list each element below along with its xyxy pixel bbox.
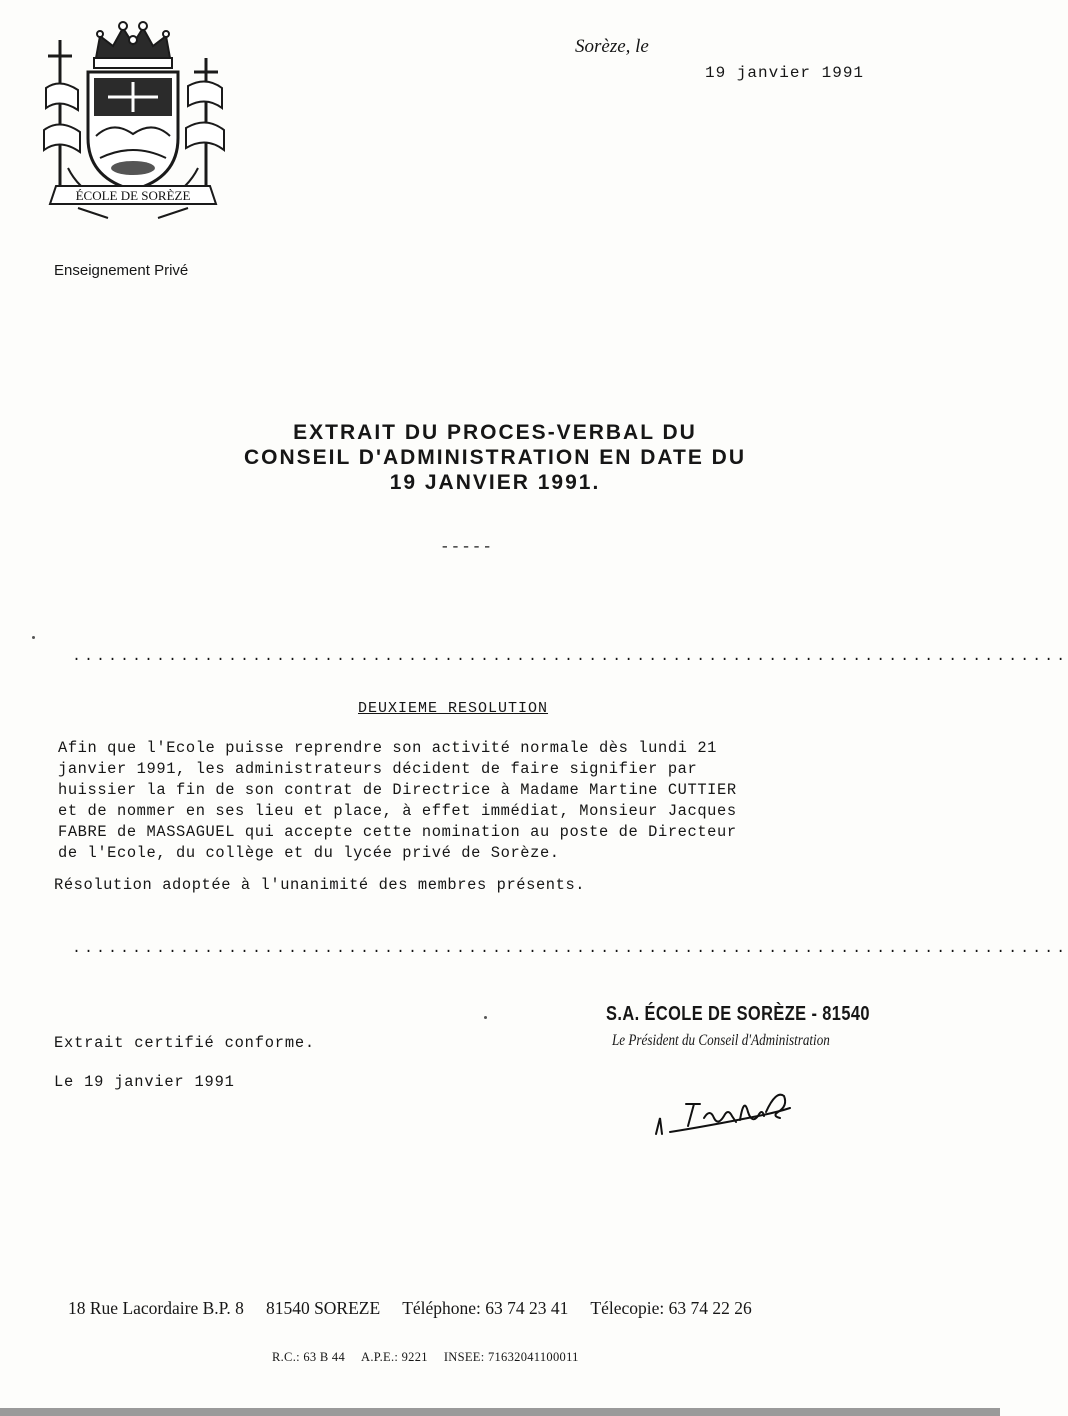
resolution-line: huissier la fin de son contrat de Directrice à Madame Martine CUTTIER <box>58 781 737 799</box>
postcode-city: 81540 SOREZE <box>265 1298 381 1318</box>
fax: Télecopie: 63 74 22 26 <box>590 1298 752 1318</box>
rc-number: R.C.: 63 B 44 <box>272 1350 346 1364</box>
resolution-line: et de nommer en ses lieu et place, à effet immédiat, Monsieur Jacques <box>58 802 737 820</box>
footer-registration <box>272 1350 595 1365</box>
dotted-rule-top: ................................................................................... <box>72 648 1068 665</box>
adoption-statement: Résolution adoptée à l'unanimité des membres présents. <box>54 876 586 894</box>
resolution-line: de l'Ecole, du collège et du lycée privé de Sorèze. <box>58 844 560 862</box>
telephone: Téléphone: 63 74 23 41 <box>402 1298 569 1318</box>
title-line: EXTRAIT DU PROCES-VERBAL DU <box>293 421 697 444</box>
resolution-body <box>58 738 888 864</box>
crest-text: ÉCOLE DE SORÈZE <box>75 188 191 203</box>
footer-address <box>68 1298 774 1319</box>
title-line: 19 JANVIER 1991. <box>389 471 601 494</box>
resolution-line: Afin que l'Ecole puisse reprendre son activité normale dès lundi 21 <box>58 739 718 757</box>
private-education-label: Enseignement Privé <box>54 262 189 279</box>
ape-code: A.P.E.: 9221 <box>361 1350 428 1364</box>
document-title <box>100 420 890 495</box>
company-stamp-subtitle: Le Président du Conseil d'Administration <box>612 1032 830 1049</box>
certification-text: Extrait certifié conforme. <box>54 1034 315 1052</box>
separator: ----- <box>440 538 494 556</box>
resolution-heading: DEUXIEME RESOLUTION <box>358 700 549 717</box>
resolution-line: FABRE de MASSAGUEL qui accepte cette nomination au poste de Directeur <box>58 823 737 841</box>
school-crest-logo <box>38 18 228 223</box>
resolution-line: janvier 1991, les administrateurs décident de faire signifier par <box>58 760 698 778</box>
insee-number: INSEE: 71632041100011 <box>443 1350 579 1364</box>
scan-speck <box>32 636 35 639</box>
place-label: Sorèze, le <box>575 36 649 57</box>
street-address: 18 Rue Lacordaire B.P. 8 <box>68 1298 244 1318</box>
dotted-rule-bottom: ................................................................................... <box>72 940 1068 957</box>
scan-speck <box>484 1016 487 1019</box>
scan-bottom-edge <box>0 1408 1000 1416</box>
document-date: 19 janvier 1991 <box>705 64 865 82</box>
company-stamp-title: S.A. ÉCOLE DE SORÈZE - 81540 <box>606 1003 870 1025</box>
handwritten-signature <box>648 1082 798 1146</box>
title-line: CONSEIL D'ADMINISTRATION EN DATE DU <box>244 446 746 469</box>
certification-date: Le 19 janvier 1991 <box>54 1073 235 1091</box>
